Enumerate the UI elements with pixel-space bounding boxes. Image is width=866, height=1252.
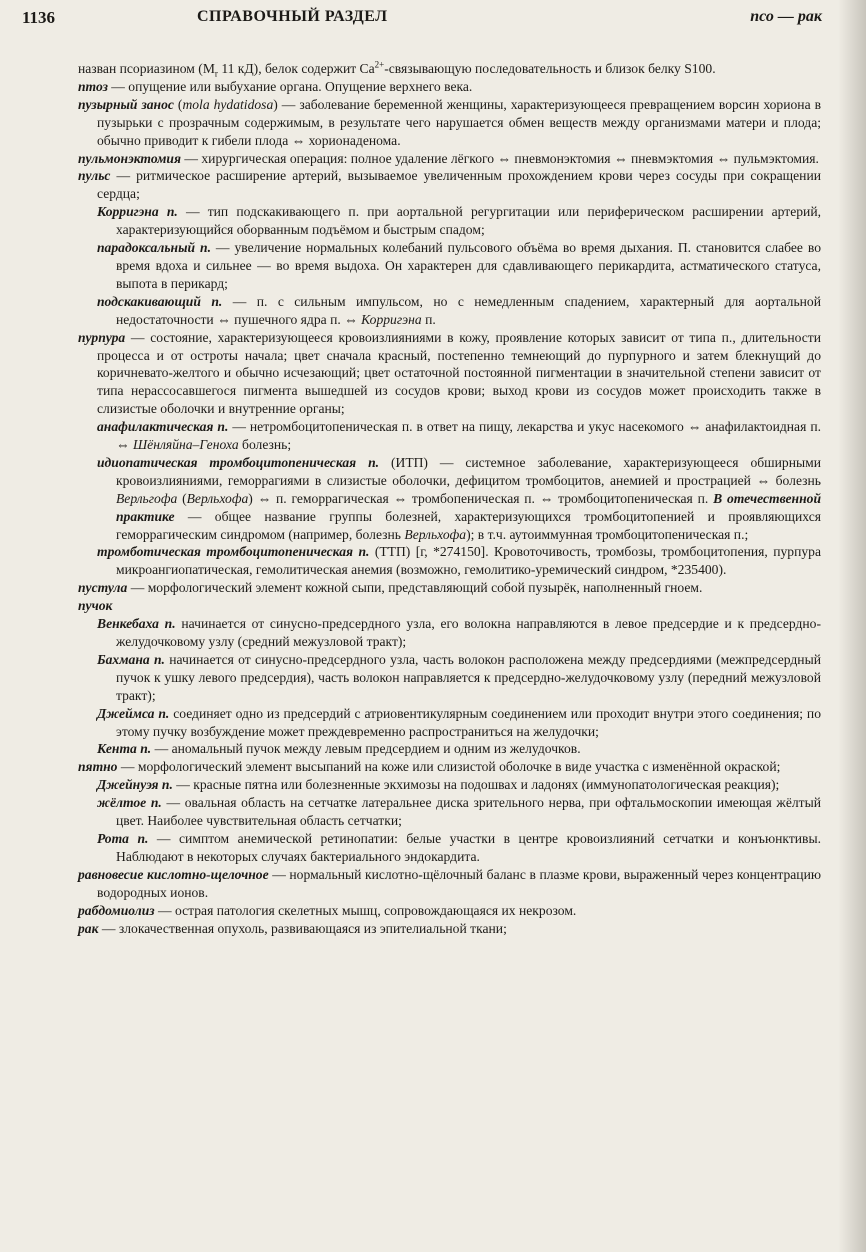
subheadword: жёлтое п. bbox=[97, 795, 162, 811]
headword: пузырный занос bbox=[78, 96, 174, 112]
subentry-paradoxical: парадоксальный п. — увеличение нормальных колебаний пульсового объёма во время дыхания. П. становится слабее во время вдоха и сильнее — во время выдоха. Он характерен для сдавливающего перикардита, астматического статуса, выпота в перикард; bbox=[97, 240, 822, 291]
entry-puchok bbox=[78, 597, 821, 615]
subheadword: Джейнуэя п. bbox=[97, 777, 173, 793]
running-head: псо — рак bbox=[750, 8, 822, 25]
subheadword: парадоксальный п. bbox=[97, 240, 211, 256]
entry-pulmonektomiya: пульмонэктомия — хирургическая операция: полное удаление лёгкого ⇔ пневмонэктомия ⇔ пневмэктомия ⇔ пульмэктомия. bbox=[78, 150, 819, 166]
entry-acid-base: равновесие кислотно-щелочное — нормальный кислотно-щёлочный баланс в плазме крови, выраженный через концентрацию водородных ионов. bbox=[78, 866, 822, 900]
dictionary-text bbox=[78, 60, 821, 937]
headword: рак bbox=[78, 920, 99, 936]
subentry-yellow-spot: жёлтое п. — овальная область на сетчатке латеральнее диска зрительного нерва, при офтальмоскопии имеющая жёлтый цвет. Наиболее чувствительная область сетчатки; bbox=[97, 795, 821, 829]
subentry-wenckebach: Венкебаха п. начинается от синусно-предсердного узла, его волокна направляются в левое предсердие и к предсердно-желудочковому узлу (средний межузловой тракт); bbox=[97, 616, 822, 649]
entry-rak: рак — злокачественная опухоль, развивающаяся из эпителиальной ткани; bbox=[78, 920, 507, 936]
subentry-ttp: тромботическая тромбоцитопеническая п. (ТТП) [г, *274150]. Кровоточивость, тромбозы, тромбоцитопения, пурпура микроангиопатическая, гемолитическая анемия (возможно, гемолитико-уремический синдром, *235400). bbox=[97, 544, 821, 578]
subentry-kent: Кента п. — аномальный пучок между левым предсердием и одним из желудочков. bbox=[97, 741, 581, 757]
headword: равновесие кислотно-щелочное bbox=[78, 866, 269, 882]
subentry-roth: Рота п. — симптом анемической ретинопатии: белые участки в центре кровоизлияний сетчатки и конъюнктивы. Наблюдают в некоторых случаях бактериального эндокардита. bbox=[97, 830, 821, 864]
entry-rhabdomyolysis: рабдомиолиз — острая патология скелетных мышц, сопровождающаяся их некрозом. bbox=[78, 902, 577, 918]
subentry-janeway: Джейнуэя п. — красные пятна или болезненные экхимозы на подошвах и ладонях (иммунопатологическая реакция); bbox=[97, 777, 780, 793]
headword: птоз bbox=[78, 78, 108, 94]
section-title: СПРАВОЧНЫЙ РАЗДЕЛ bbox=[197, 8, 388, 25]
subentry-itp: идиопатическая тромбоцитопеническая п. (ИТП) — системное заболевание, характеризующееся обширными кровоизлияниями, геморрагиями в слизистые оболочки, дефицитом тромбоцитов, анемией и прострацией ⇔ болезнь Верльгофа (Верльхофа) ⇔ п. геморрагическая ⇔ тромбопеническая п. ⇔ тромбоцитопеническая п. В отечественной практике — общее название группы болезней, характеризующихся тромбоцитопенией и проявляющихся геморрагическим синдромом (например, болезнь Верльхофа); в т.ч. аутоиммунная тромбоцитопеническая п.; bbox=[97, 454, 821, 542]
subheadword: идиопатическая тромбоцитопеническая п. bbox=[97, 454, 380, 470]
subheadword: Бахмана п. bbox=[97, 651, 165, 667]
subentry-corrigan: Корригэна п. — тип подскакивающего п. при аортальной регургитации или периферическом расширении артерий, характеризующийся оборванным подъёмом и быстрым спадом; bbox=[97, 204, 821, 238]
subentry-james: Джеймса п. соединяет одно из предсердий с атриовентикулярным соединением или проходит внутри этого соединения; по этому пучку возбуждение может преждевременно распространиться на желудочки; bbox=[97, 705, 821, 739]
entry-pustula: пустула — морфологический элемент кожной сыпи, представляющий собой пузырёк, наполненный гноем. bbox=[78, 580, 703, 596]
entry-puls: пульс — ритмическое расширение артерий, вызываемое увеличенным прохождением крови через сосуды при сокращении сердца; bbox=[78, 168, 821, 202]
headword: пульмонэктомия bbox=[78, 150, 181, 166]
subheadword: Кента п. bbox=[97, 741, 152, 757]
subentry-anaphylactic: анафилактическая п. — нетромбоцитопеническая п. в ответ на пищу, лекарства и укус насекомого ⇔ анафилактоидная п. ⇔ Шёнляйна–Геноха болезнь; bbox=[97, 419, 821, 453]
page-header bbox=[22, 8, 822, 34]
entry-purpura: пурпура — состояние, характеризующееся кровоизлияниями в кожу, проявление которых зависит от типа п., длительности процесса и от остроты начала; цвет сначала красный, постепенно темнеющий до пурпурного и затем блекнущий до коричневато-желтого и обычно исчезающий; цвет остаточной постоянной пигментации в значительной степени зависит от типа нерассосавшегося пигмента вышедшей из сосудов крови; выход крови из сосудов может происходить также в слизистые оболочки и внутренние органы; bbox=[78, 329, 821, 417]
headword: пурпура bbox=[78, 329, 126, 345]
subheadword: Венкебаха п. bbox=[97, 616, 176, 632]
entry-pyatno: пятно — морфологический элемент высыпаний на коже или слизистой оболочке в виде участка с изменённой окраской; bbox=[78, 759, 781, 775]
entry-ptoz: птоз — опущение или выбухание органа. Опущение верхнего века. bbox=[78, 78, 473, 94]
headword: пучок bbox=[78, 598, 113, 614]
subheadword: Джеймса п. bbox=[97, 705, 170, 721]
entry-puzyrny-zanos: пузырный занос (mola hydatidosa) — заболевание беременной женщины, характеризующееся превращением ворсин хориона в пузырьки с прозрачным содержимым, в результате чего нарушается обмен веществ между организмами матери и плода; обычно приводит к гибели плода ⇔ хорионаденома. bbox=[78, 96, 821, 148]
subentry-bachmann: Бахмана п. начинается от синусно-предсердного узла, часть волокон расположена между предсердиями (межпредсердный пучок к ушку левого предсердия), часть волокон направляется к предсердно-желудочковому узлу (передний межузловой тракт); bbox=[97, 651, 821, 703]
headword: рабдомиолиз bbox=[78, 902, 155, 918]
subentry-bounding: подскакивающий п. — п. с сильным импульсом, но с немедленным спадением, характерный для аортальной недостаточности ⇔ пушечного ядра п. ⇔ Корригэна п. bbox=[97, 293, 821, 327]
subheadword: тромботическая тромбоцитопеническая п. bbox=[97, 544, 370, 560]
subheadword: подскакивающий п. bbox=[97, 293, 223, 309]
headword: пятно bbox=[78, 759, 118, 775]
page-edge-shadow bbox=[838, 0, 866, 1252]
page-number: 1136 bbox=[22, 8, 56, 27]
entry-continuation: назван псориазином ($M_r$ 11 кД), белок содержит $Ca^{2+}$-связывающую последовательность и близок белку S100. bbox=[78, 59, 716, 79]
subheadword: Рота п. bbox=[97, 830, 149, 846]
headword: пустула bbox=[78, 580, 128, 596]
headword: пульс bbox=[78, 168, 111, 184]
subheadword: анафилактическая п. bbox=[97, 419, 229, 435]
subheadword: Корригэна п. bbox=[97, 204, 178, 220]
